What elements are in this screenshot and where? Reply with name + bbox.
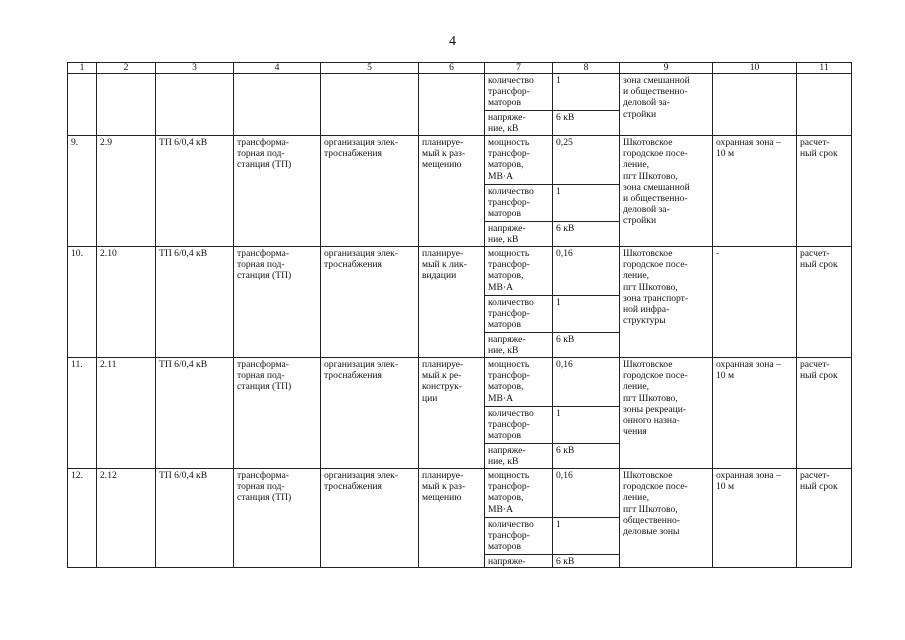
- header-cell: 2: [97, 63, 156, 74]
- header-cell: 8: [553, 63, 620, 74]
- object-name: ТП 6/0,4 кВ: [156, 469, 234, 568]
- object-purpose: организация элек- троснабжения: [321, 358, 419, 469]
- location-zone: зона смешанной и общественно- деловой за- стройки: [620, 74, 713, 136]
- param-name: количество трансфор- маторов: [485, 185, 553, 222]
- object-name: ТП 6/0,4 кВ: [156, 247, 234, 358]
- page-number: 4: [449, 34, 456, 49]
- param-name: мощность трансфор- маторов, МВ·А: [485, 136, 553, 185]
- header-cell: 7: [485, 63, 553, 74]
- param-value: 0,25: [553, 136, 620, 185]
- param-value: 6 кВ: [553, 444, 620, 469]
- param-value: 6 кВ: [553, 111, 620, 136]
- row-number: 10.: [68, 247, 97, 358]
- param-value: 0,16: [553, 247, 620, 296]
- param-value: 6 кВ: [553, 333, 620, 358]
- location-zone: Шкотовское городское посе- ление, пгт Шкотово, зона смешанной и общественно- деловой за- стройки: [620, 136, 713, 247]
- param-value: 1: [553, 74, 620, 111]
- object-status: планируе- мый к ре- конструк- ции: [419, 358, 485, 469]
- param-name: напряже- ние, кВ: [485, 333, 553, 358]
- object-type: трансформа- торная под- станция (ТП): [234, 469, 321, 568]
- param-value: 6 кВ: [553, 555, 620, 568]
- empty-cell: [156, 74, 234, 136]
- header-row: [68, 63, 852, 74]
- protection-zone: охранная зона – 10 м: [713, 469, 797, 568]
- param-name: напряже- ние, кВ: [485, 111, 553, 136]
- object-type: трансформа- торная под- станция (ТП): [234, 136, 321, 247]
- param-name: количество трансфор- маторов: [485, 518, 553, 555]
- object-type: трансформа- торная под- станция (ТП): [234, 247, 321, 358]
- empty-cell: [97, 74, 156, 136]
- table-row: [68, 469, 852, 518]
- object-purpose: организация элек- троснабжения: [321, 247, 419, 358]
- object-status: планируе- мый к раз- мещению: [419, 469, 485, 568]
- param-name: мощность трансфор- маторов, МВ·А: [485, 358, 553, 407]
- header-cell: 6: [419, 63, 485, 74]
- empty-cell: [68, 74, 97, 136]
- row-number: 12.: [68, 469, 97, 568]
- param-name: мощность трансфор- маторов, МВ·А: [485, 469, 553, 518]
- header-cell: 11: [797, 63, 852, 74]
- object-status: планируе- мый к лик- видации: [419, 247, 485, 358]
- param-value: 0,16: [553, 358, 620, 407]
- param-value: 0,16: [553, 469, 620, 518]
- location-zone: Шкотовское городское посе- ление, пгт Шкотово, общественно- деловые зоны: [620, 469, 713, 568]
- param-name: количество трансфор- маторов: [485, 296, 553, 333]
- param-name: напряже- ние, кВ: [485, 222, 553, 247]
- location-zone: Шкотовское городское посе- ление, пгт Шкотово, зона транспорт- ной инфра- структуры: [620, 247, 713, 358]
- object-purpose: организация элек- троснабжения: [321, 136, 419, 247]
- empty-cell: [713, 74, 797, 136]
- param-name: напряже- ние, кВ: [485, 444, 553, 469]
- empty-cell: [797, 74, 852, 136]
- param-value: 1: [553, 296, 620, 333]
- object-name: ТП 6/0,4 кВ: [156, 358, 234, 469]
- table-row: [68, 247, 852, 296]
- implementation-term: расчет- ный срок: [797, 469, 852, 568]
- object-type: трансформа- торная под- станция (ТП): [234, 358, 321, 469]
- header-cell: 4: [234, 63, 321, 74]
- protection-zone: -: [713, 247, 797, 358]
- param-name: мощность трансфор- маторов, МВ·А: [485, 247, 553, 296]
- object-status: планируе- мый к раз- мещению: [419, 136, 485, 247]
- param-value: 1: [553, 185, 620, 222]
- location-zone: Шкотовское городское посе- ление, пгт Шкотово, зоны рекреаци- онного назна- чения: [620, 358, 713, 469]
- protection-zone: охранная зона – 10 м: [713, 358, 797, 469]
- table-row: [68, 136, 852, 185]
- row-number: 11.: [68, 358, 97, 469]
- continuation-row: [68, 74, 852, 111]
- implementation-term: расчет- ный срок: [797, 358, 852, 469]
- object-code: 2.11: [97, 358, 156, 469]
- header-cell: 9: [620, 63, 713, 74]
- table-row: [68, 358, 852, 407]
- header-cell: 1: [68, 63, 97, 74]
- objects-table: [67, 62, 852, 568]
- empty-cell: [419, 74, 485, 136]
- implementation-term: расчет- ный срок: [797, 136, 852, 247]
- empty-cell: [234, 74, 321, 136]
- param-name: напряже-: [485, 555, 553, 568]
- header-cell: 5: [321, 63, 419, 74]
- param-value: 6 кВ: [553, 222, 620, 247]
- object-code: 2.10: [97, 247, 156, 358]
- param-value: 1: [553, 407, 620, 444]
- empty-cell: [321, 74, 419, 136]
- implementation-term: расчет- ный срок: [797, 247, 852, 358]
- row-number: 9.: [68, 136, 97, 247]
- param-value: 1: [553, 518, 620, 555]
- header-cell: 10: [713, 63, 797, 74]
- protection-zone: охранная зона – 10 м: [713, 136, 797, 247]
- object-code: 2.12: [97, 469, 156, 568]
- object-name: ТП 6/0,4 кВ: [156, 136, 234, 247]
- header-cell: 3: [156, 63, 234, 74]
- object-code: 2.9: [97, 136, 156, 247]
- param-name: количество трансфор- маторов: [485, 74, 553, 111]
- param-name: количество трансфор- маторов: [485, 407, 553, 444]
- object-purpose: организация элек- троснабжения: [321, 469, 419, 568]
